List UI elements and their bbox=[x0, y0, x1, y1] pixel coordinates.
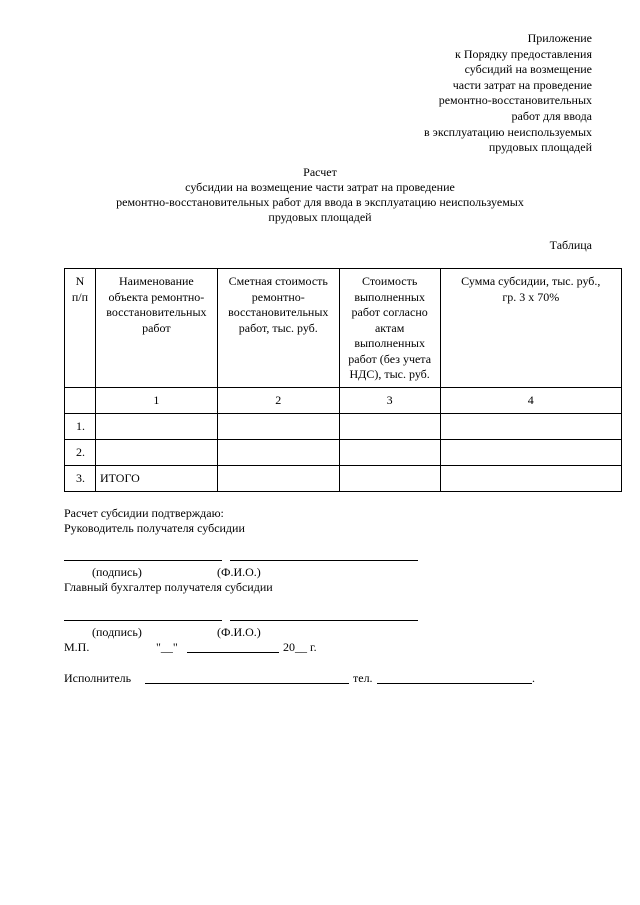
table-header-row bbox=[65, 269, 622, 388]
header-cell-name: Наименование объекта ремонтно- восстановительных работ bbox=[95, 269, 217, 388]
header-cell-number: N п/п bbox=[65, 269, 96, 388]
annex-line: работ для ввода bbox=[511, 108, 592, 123]
annex-line: части затрат на проведение bbox=[452, 77, 592, 92]
table-row bbox=[65, 440, 622, 466]
confirm-text: Расчет субсидии подтверждаю: bbox=[64, 506, 224, 520]
row-value-cell bbox=[339, 466, 440, 492]
row-value-cell bbox=[339, 440, 440, 466]
title-line: ремонтно-восстановительных работ для ввода в эксплуатацию неиспользуемых bbox=[116, 195, 524, 209]
header-cell-subsidy-sum: Сумма субсидии, тыс. руб., гр. 3 x 70% bbox=[440, 269, 621, 388]
title-line: Расчет bbox=[303, 165, 337, 179]
phone-line bbox=[377, 683, 532, 684]
table-row bbox=[65, 414, 622, 440]
accountant-label: Главный бухгалтер получателя субсидии bbox=[64, 580, 273, 594]
row-value-cell bbox=[217, 466, 339, 492]
head-label: Руководитель получателя субсидии bbox=[64, 521, 245, 535]
annex-line: Приложение bbox=[527, 31, 592, 45]
end-period: . bbox=[532, 671, 535, 685]
header-cell-estimate: Сметная стоимость ремонтно- восстановительных работ, тыс. руб. bbox=[217, 269, 339, 388]
date-year: 20__ г. bbox=[283, 640, 317, 654]
executor-line bbox=[145, 683, 349, 684]
row-value-cell bbox=[440, 414, 621, 440]
header-cell-completed-cost: Стоимость выполненных работ согласно актам выполненных работ (без учета НДС), тыс. руб. bbox=[339, 269, 440, 388]
table-row-total bbox=[65, 466, 622, 492]
accountant-fio-line bbox=[230, 620, 418, 621]
row-value-cell bbox=[217, 414, 339, 440]
row-value-cell bbox=[339, 414, 440, 440]
head-fio-line bbox=[230, 560, 418, 561]
head-fio-caption: (Ф.И.О.) bbox=[217, 565, 261, 579]
row-name-cell bbox=[95, 414, 217, 440]
row-number: 3. bbox=[65, 466, 96, 492]
column-number-row bbox=[65, 388, 622, 414]
column-number: 4 bbox=[440, 388, 621, 414]
row-number: 1. bbox=[65, 414, 96, 440]
annex-line: в эксплуатацию неиспользуемых bbox=[424, 124, 592, 139]
title-line: прудовых площадей bbox=[268, 210, 372, 224]
row-value-cell bbox=[440, 440, 621, 466]
row-number: 2. bbox=[65, 440, 96, 466]
accountant-signature-caption: (подпись) bbox=[92, 625, 142, 639]
accountant-fio-caption: (Ф.И.О.) bbox=[217, 625, 261, 639]
title-line: субсидии на возмещение части затрат на проведение bbox=[185, 180, 455, 194]
date-day: "__" bbox=[156, 640, 178, 654]
annex-line: к Порядку предоставления bbox=[454, 46, 592, 61]
annex-header bbox=[424, 31, 592, 156]
row-name-cell bbox=[95, 440, 217, 466]
document-title bbox=[0, 165, 640, 225]
subsidy-table bbox=[64, 268, 622, 492]
row-value-cell bbox=[217, 440, 339, 466]
column-number: 2 bbox=[217, 388, 339, 414]
row-value-cell bbox=[440, 466, 621, 492]
column-number: 1 bbox=[95, 388, 217, 414]
stamp-label: М.П. bbox=[64, 640, 90, 654]
table-label: Таблица bbox=[549, 238, 592, 252]
phone-label: тел. bbox=[353, 671, 373, 685]
annex-line: ремонтно-восстановительных bbox=[438, 93, 592, 108]
head-signature-caption: (подпись) bbox=[92, 565, 142, 579]
accountant-signature-line bbox=[64, 620, 222, 621]
column-number: 3 bbox=[339, 388, 440, 414]
executor-label: Исполнитель bbox=[64, 671, 132, 685]
head-signature-line bbox=[64, 560, 222, 561]
row-name-cell: ИТОГО bbox=[95, 466, 217, 492]
date-month-line bbox=[187, 652, 279, 653]
annex-line: субсидий на возмещение bbox=[464, 62, 592, 77]
annex-line: прудовых площадей bbox=[488, 140, 592, 155]
